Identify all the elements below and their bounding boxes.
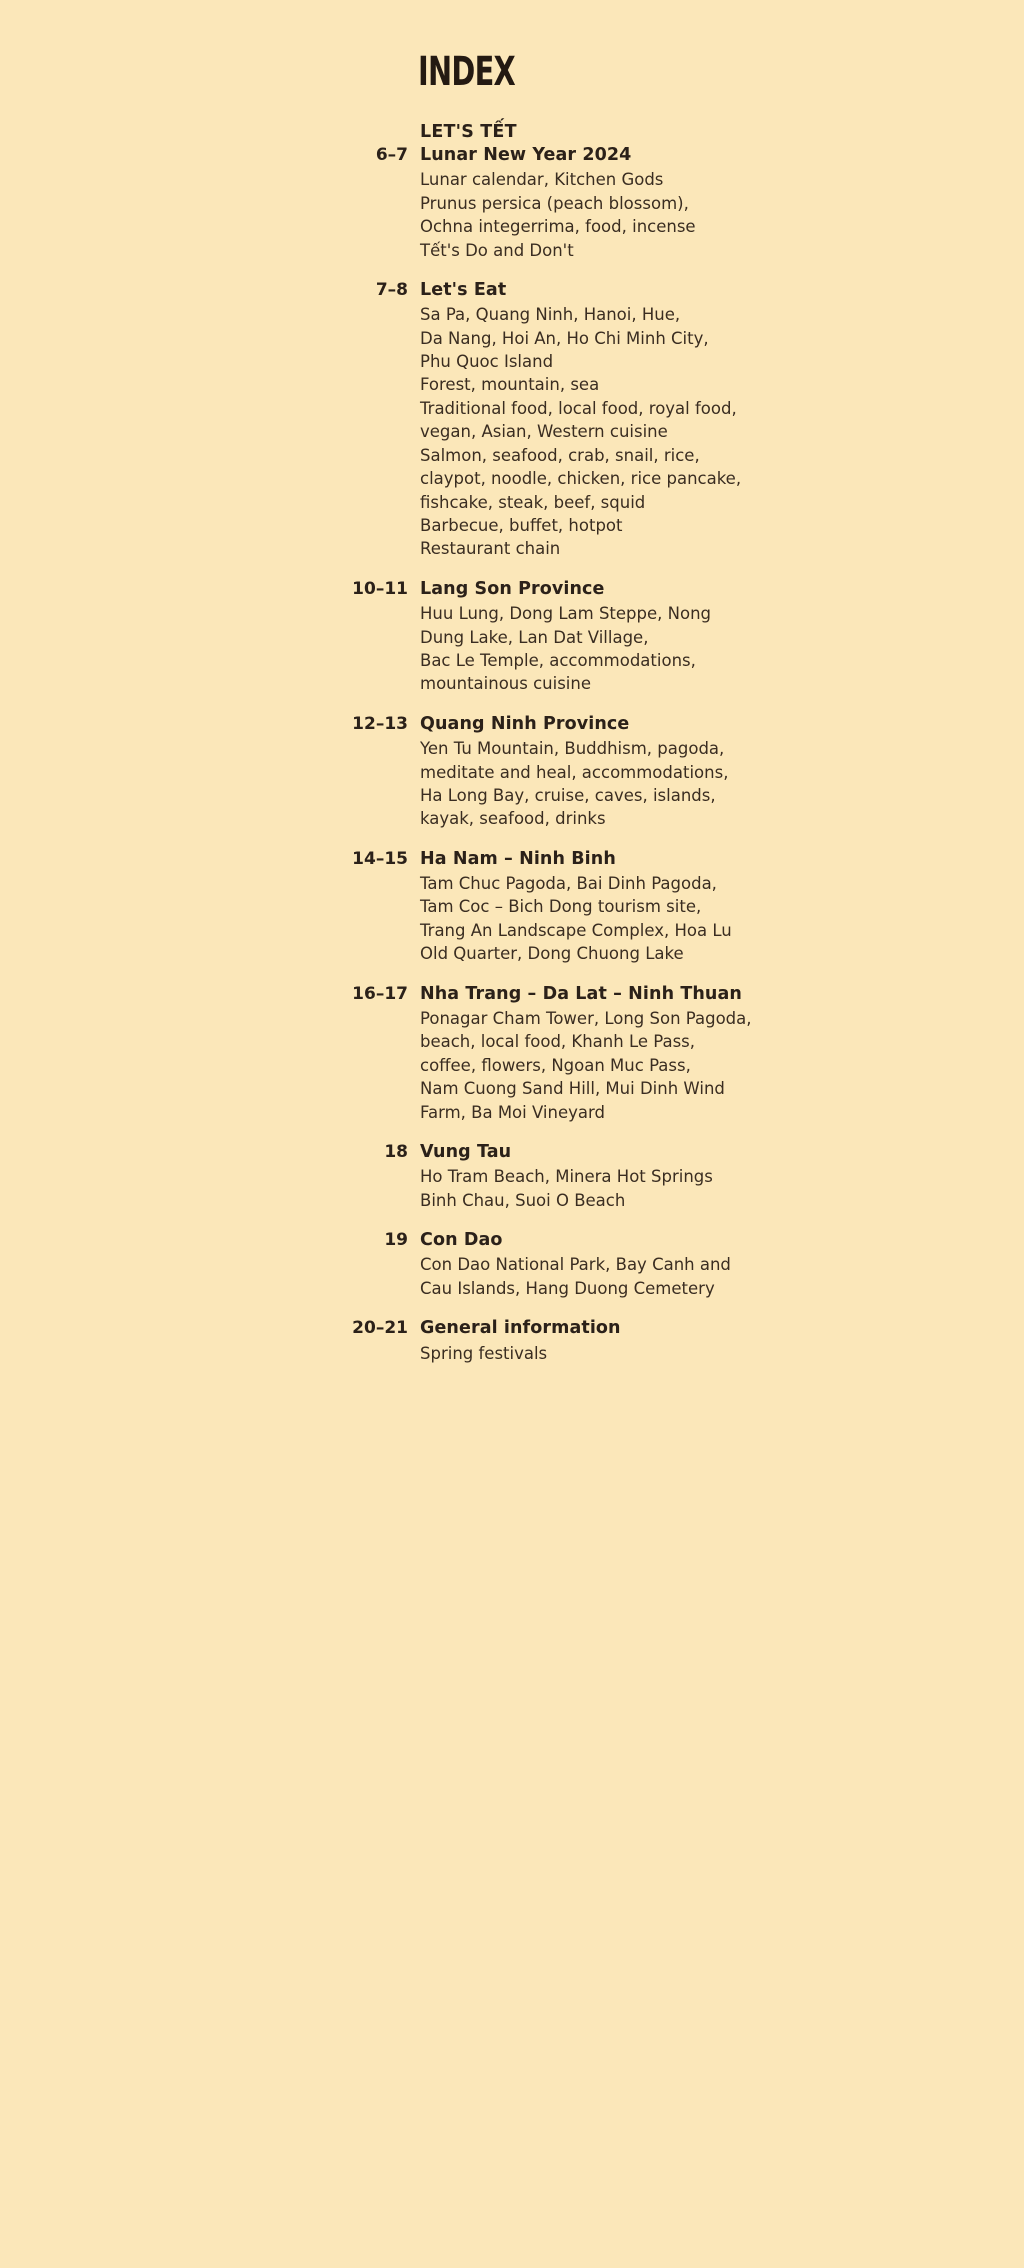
entry-detail-line: Ho Tram Beach, Minera Hot Springs (420, 1167, 713, 1187)
entry-detail-lines (420, 737, 850, 831)
entry-page-numbers: 14–15 (352, 848, 408, 869)
entry-detail-line: vegan, Asian, Western cuisine (420, 422, 668, 442)
page-title: INDEX (418, 49, 516, 95)
entry-detail-line: Tam Coc – Bich Dong tourism site, (420, 897, 702, 917)
entry-detail-line: Traditional food, local food, royal food, (420, 398, 737, 418)
entry-detail-lines (420, 1253, 850, 1300)
entry-detail-line: claypot, noodle, chicken, rice pancake, (420, 469, 742, 489)
entry-page-numbers: 16–17 (352, 983, 408, 1004)
toc-entry[interactable] (330, 279, 850, 561)
entry-detail-line: Nam Cuong Sand Hill, Mui Dinh Wind (420, 1079, 725, 1099)
toc-entry[interactable] (330, 1141, 850, 1212)
entry-page-numbers: 18 (384, 1142, 408, 1163)
section-label-lets-tet: LET'S TẾT (420, 122, 517, 142)
entry-body (420, 1141, 850, 1212)
entry-detail-line: Con Dao National Park, Bay Canh and (420, 1255, 731, 1275)
entry-detail-line: Sa Pa, Quang Ninh, Hanoi, Hue, (420, 305, 681, 325)
entry-body (420, 1317, 850, 1365)
toc-entry[interactable] (330, 983, 850, 1124)
entry-title: Let's Eat (420, 279, 507, 300)
entry-detail-lines (420, 303, 850, 561)
entry-detail-line: fishcake, steak, beef, squid (420, 492, 646, 512)
entry-detail-line: coffee, flowers, Ngoan Muc Pass, (420, 1055, 691, 1075)
entry-body (420, 713, 850, 831)
entry-title: Lunar New Year 2024 (420, 145, 632, 165)
entry-body (420, 848, 850, 966)
entry-detail-line: Tam Chuc Pagoda, Bai Dinh Pagoda, (420, 874, 717, 894)
toc-entry[interactable] (330, 713, 850, 831)
entry-detail-line: Trang An Landscape Complex, Hoa Lu (420, 920, 732, 940)
table-of-contents (330, 122, 850, 1382)
entry-detail-line: Tết's Do and Don't (420, 240, 574, 260)
entry-detail-line: Cau Islands, Hang Duong Cemetery (420, 1278, 715, 1298)
toc-entry[interactable] (330, 1229, 850, 1300)
entry-detail-line: Bac Le Temple, accommodations, (420, 650, 696, 670)
entry-title: Nha Trang – Da Lat – Ninh Thuan (420, 983, 742, 1004)
entry-body (420, 144, 850, 262)
entry-title: Quang Ninh Province (420, 713, 630, 734)
entry-page-numbers: 7–8 (375, 279, 408, 300)
entry-detail-lines (420, 602, 850, 696)
entry-body (420, 983, 850, 1124)
entry-detail-line: Phu Quoc Island (420, 352, 554, 372)
entry-detail-line: Spring festivals (420, 1343, 548, 1363)
entry-detail-line: Ochna integerrima, food, incense (420, 217, 696, 237)
toc-entry[interactable] (330, 848, 850, 966)
entry-detail-line: Farm, Ba Moi Vineyard (420, 1102, 605, 1122)
entry-title: Vung Tau (420, 1142, 512, 1163)
entry-title: Con Dao (420, 1230, 503, 1251)
entry-detail-line: Da Nang, Hoi An, Ho Chi Minh City, (420, 328, 709, 348)
entry-detail-lines (420, 1342, 850, 1365)
entry-detail-line: Yen Tu Mountain, Buddhism, pagoda, (420, 739, 725, 759)
entry-body (420, 279, 850, 561)
entry-detail-line: Salmon, seafood, crab, snail, rice, (420, 445, 700, 465)
entry-detail-line: Prunus persica (peach blossom), (420, 193, 689, 213)
entry-page-numbers: 10–11 (352, 578, 408, 599)
toc-entry[interactable] (330, 578, 850, 696)
entry-detail-line: Ha Long Bay, cruise, caves, islands, (420, 785, 716, 805)
entry-detail-line: Binh Chau, Suoi O Beach (420, 1190, 626, 1210)
entry-detail-line: meditate and heal, accommodations, (420, 762, 729, 782)
entry-page-numbers: 6–7 (375, 145, 408, 165)
entry-detail-lines (420, 1165, 850, 1212)
entry-detail-line: mountainous cuisine (420, 674, 592, 694)
entry-detail-line: Ponagar Cham Tower, Long Son Pagoda, (420, 1008, 752, 1028)
entry-title: Ha Nam – Ninh Binh (420, 848, 616, 869)
entry-detail-lines (420, 872, 850, 966)
entry-detail-line: Barbecue, buffet, hotpot (420, 516, 623, 536)
entry-page-numbers: 19 (384, 1230, 408, 1251)
entry-detail-line: Forest, mountain, sea (420, 375, 600, 395)
entry-page-numbers: 20–21 (352, 1318, 408, 1339)
entry-detail-line: Dung Lake, Lan Dat Village, (420, 627, 649, 647)
toc-entry[interactable] (330, 1317, 850, 1365)
toc-entry[interactable] (330, 144, 850, 262)
entry-detail-line: Lunar calendar, Kitchen Gods (420, 170, 664, 190)
entry-detail-lines (420, 1007, 850, 1124)
entry-body (420, 578, 850, 696)
entry-detail-lines (420, 168, 850, 262)
entry-title: Lang Son Province (420, 578, 605, 599)
entry-detail-line: Huu Lung, Dong Lam Steppe, Nong (420, 604, 711, 624)
entry-detail-line: Restaurant chain (420, 539, 561, 559)
entry-body (420, 1229, 850, 1300)
entry-title: General information (420, 1318, 621, 1339)
entry-detail-line: Old Quarter, Dong Chuong Lake (420, 944, 684, 964)
entry-page-numbers: 12–13 (352, 713, 408, 734)
entry-detail-line: beach, local food, Khanh Le Pass, (420, 1032, 696, 1052)
entry-detail-line: kayak, seafood, drinks (420, 809, 606, 829)
